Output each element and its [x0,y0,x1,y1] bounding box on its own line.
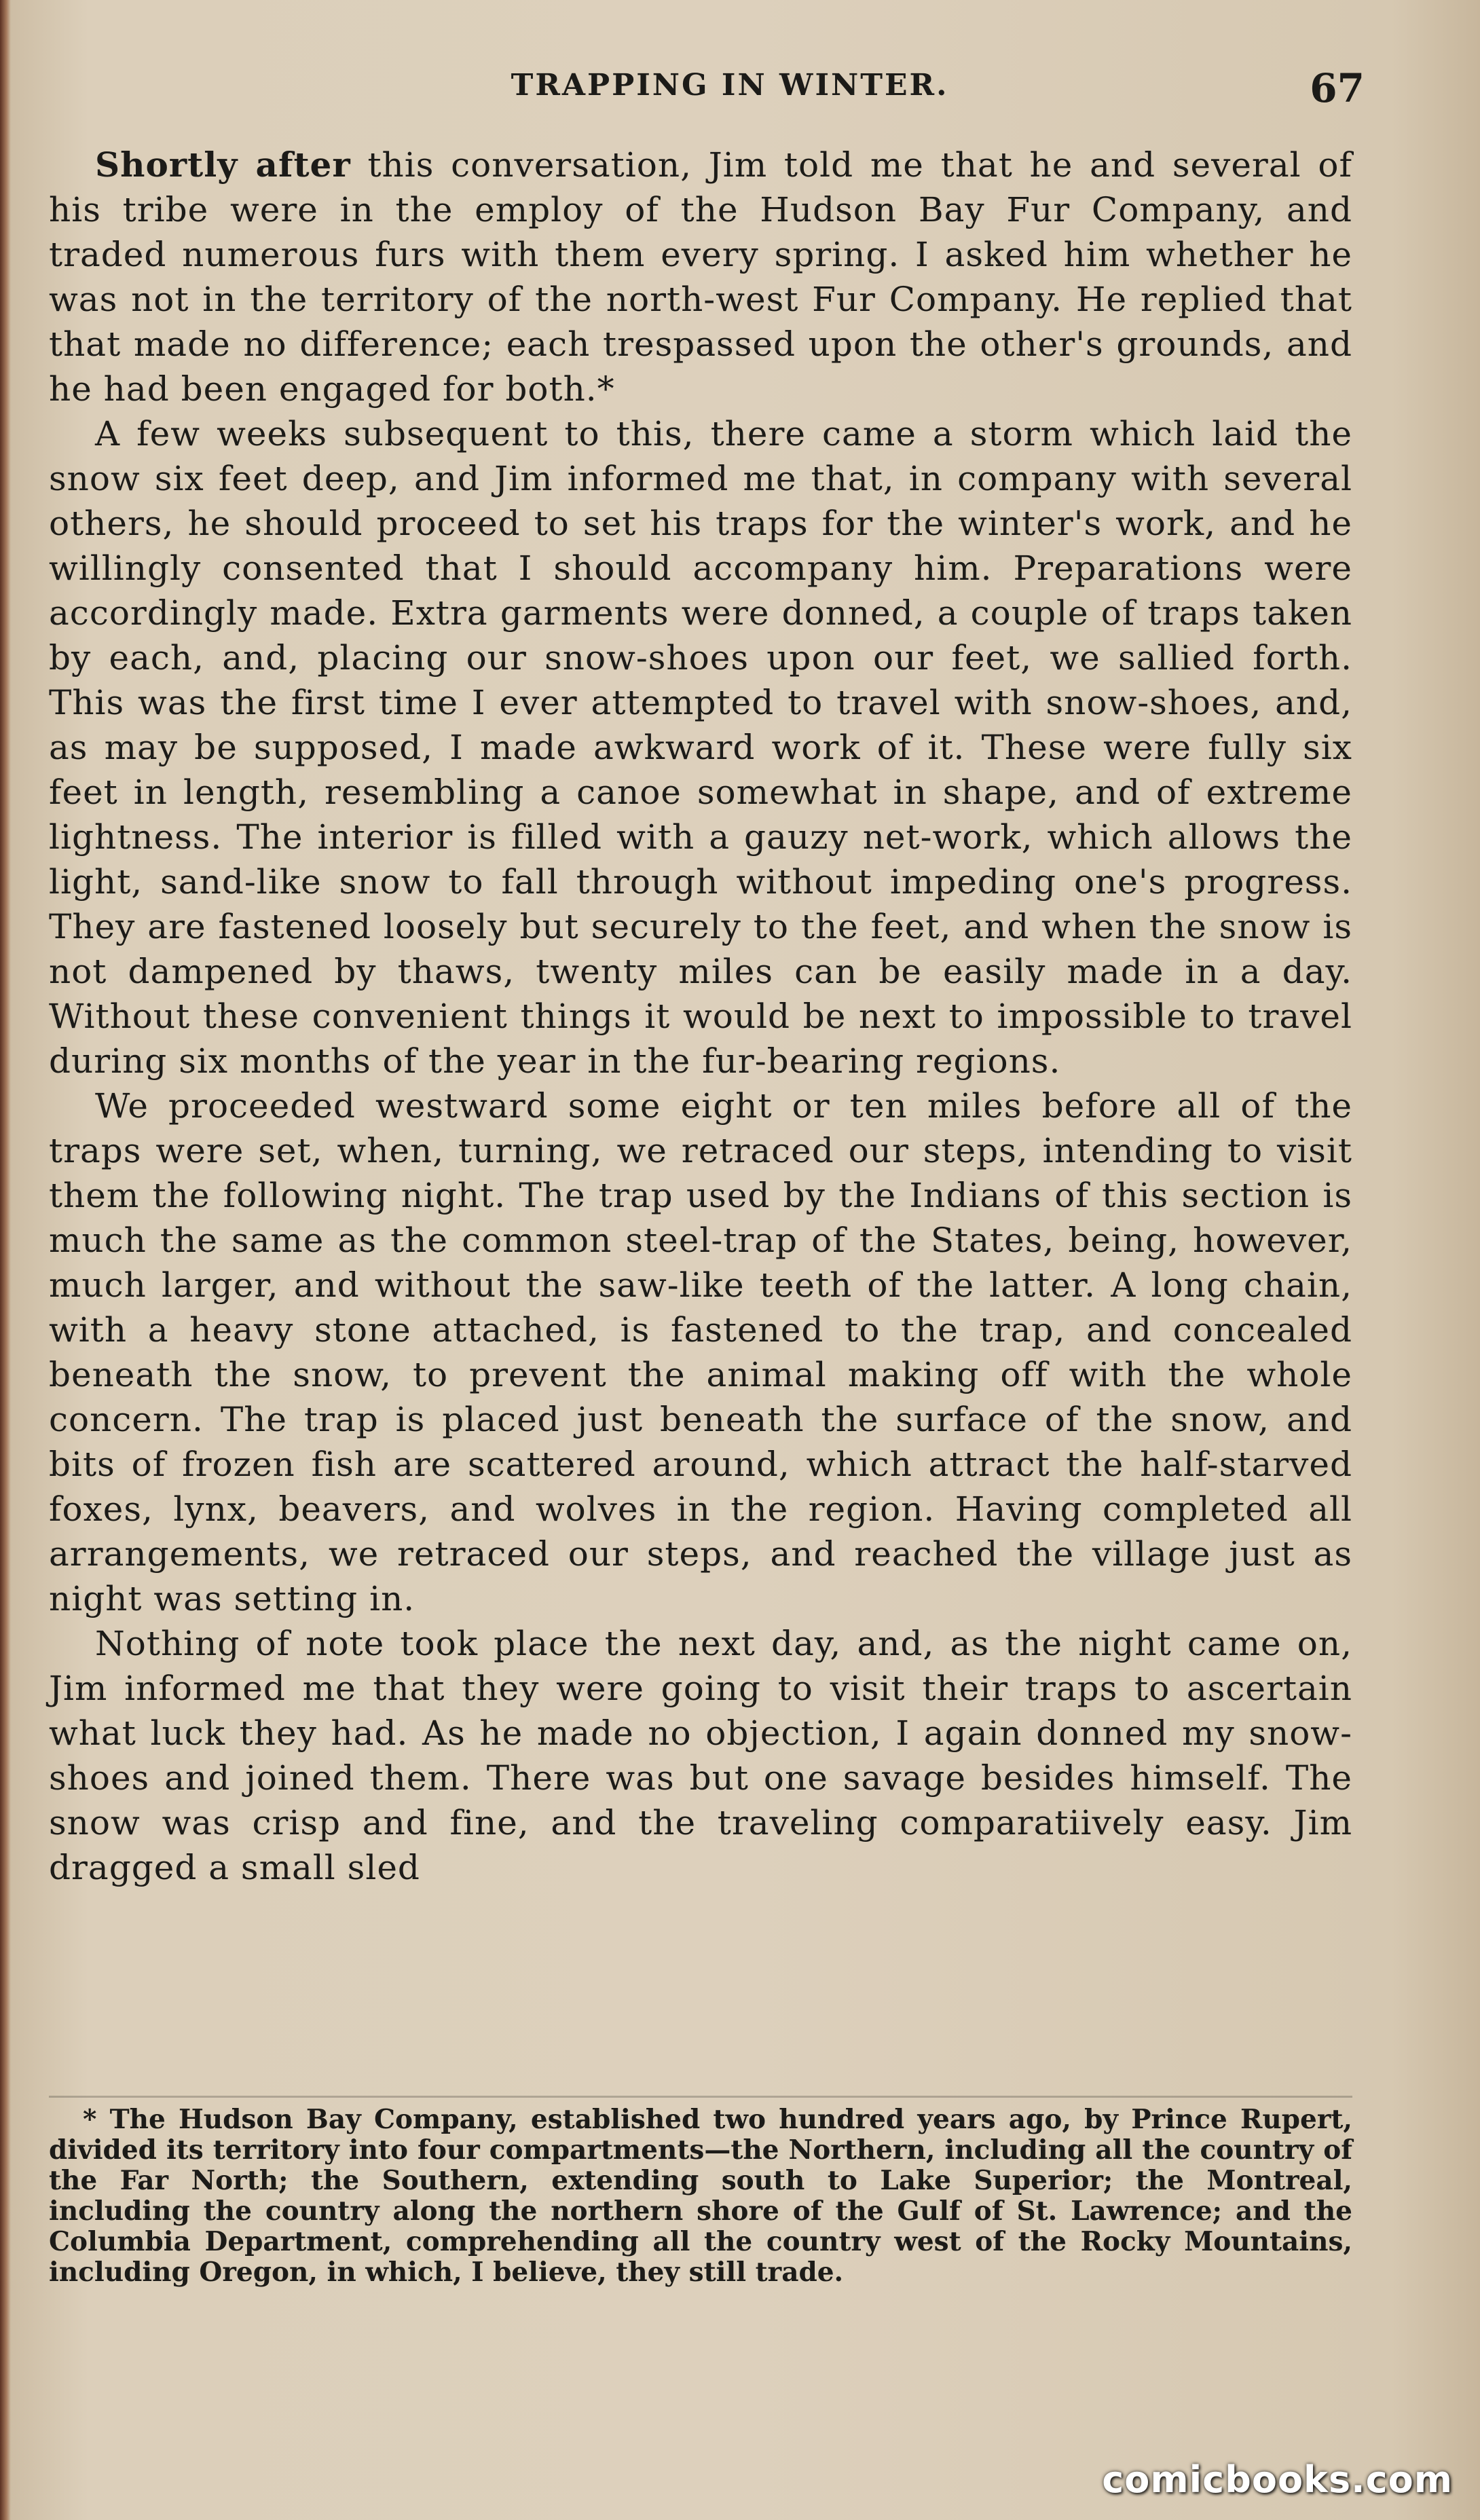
page-number: 67 [1310,65,1365,111]
running-head: TRAPPING IN WINTER. [511,68,949,103]
paragraph-text: this conversation, Jim told me that he and several of his tribe were in the employ of the Hudson Bay Fur Company, and traded numerous furs with them every spring. I asked him whether he was not in the territory of the north-west Fur Company. He replied that that made no difference; each trespassed upon the other's grounds, and he had been engaged for both.* [49,145,1352,409]
page-spine-edge [0,0,11,2520]
page-header [95,65,1365,113]
footnote-divider [49,2096,1352,2098]
paragraph-2 [49,411,1352,1083]
paragraph-text: A few weeks subsequent to this, there came a storm which laid the snow six feet deep, and Jim informed me that, in company with several others, he should proceed to set his traps for the winter's work, and he willingly consented that I should accompany him. Preparations were accordingly made. Extra garments were donned, a couple of traps taken by each, and, placing our snow-shoes upon our feet, we sallied forth. This was the first time I ever attempted to travel with snow-shoes, and, as may be supposed, I made awkward work of it. These were fully six feet in length, resembling a canoe somewhat in shape, and of extreme lightness. The interior is filled with a gauzy net-work, which allows the light, sand-like snow to fall through without impeding one's progress. They are fastened loosely but securely to the feet, and when the snow is not dampened by thaws, twenty miles can be easily made in a day. Without these convenient things it would be next to impossible to travel during six months of the year in the fur-bearing regions. [49,414,1352,1081]
paragraph-lead: Shortly after [95,145,351,185]
footnote: * The Hudson Bay Company, established two hundred years ago, by Prince Rupert, divided its territory into four compartments—the Northern, including all the country of the Far North; the Southern, extending south to Lake Superior; the Montreal, including the country along the northern shore of the Gulf of St. Lawrence; and the Columbia Department, comprehending all the country west of the Rocky Mountains, including Oregon, in which, I believe, they still trade. [49,2104,1352,2288]
paragraph-text: Nothing of note took place the next day, and, as the night came on, Jim informed me that they were going to visit their traps to ascertain what luck they had. As he made no objection, I again donned my snow-shoes and joined them. There was but one savage besides himself. The snow was crisp and fine, and the traveling comparatiively easy. Jim dragged a small sled [49,1624,1352,1887]
paragraph-4 [49,1621,1352,1890]
paragraph-3 [49,1083,1352,1621]
body-text [49,143,1352,1890]
site-watermark: comicbooks.com [1102,2458,1453,2501]
paragraph-1 [49,143,1352,411]
paragraph-text: We proceeded westward some eight or ten miles before all of the traps were set, when, turning, we retraced our steps, intending to visit them the following night. The trap used by the Indians of this section is much the same as the common steel-trap of the States, being, however, much larger, and without the saw-like teeth of the latter. A long chain, with a heavy stone attached, is fastened to the trap, and concealed beneath the snow, to prevent the animal making off with the whole concern. The trap is placed just beneath the surface of the snow, and bits of frozen fish are scattered around, which attract the half-starved foxes, lynx, beavers, and wolves in the region. Having completed all arrangements, we retraced our steps, and reached the village just as night was setting in. [49,1086,1352,1618]
